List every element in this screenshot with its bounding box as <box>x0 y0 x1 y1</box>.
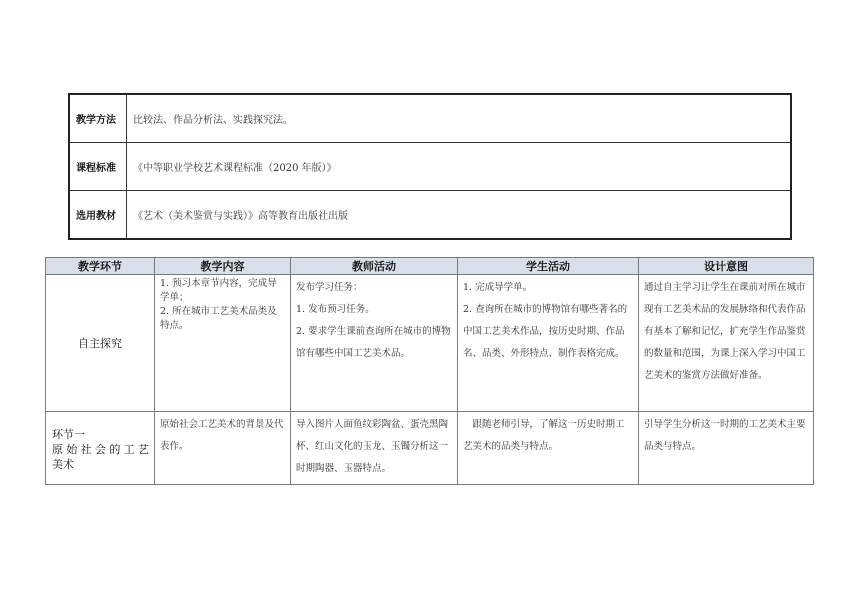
teacher-item: 发布学习任务： <box>296 282 363 293</box>
info-row-method <box>69 94 791 143</box>
header-student: 学生活动 <box>458 258 639 275</box>
info-label: 课程标准 <box>69 143 127 191</box>
student-item: 2. 查询所在城市的博物馆有哪些著名的中国工艺美术作品，按历史时期、作品名、品类、外形特点、制作表格完成。 <box>463 304 628 359</box>
info-label: 选用教材 <box>69 191 127 240</box>
content-item: 2. 所在城市工艺美术品类及特点。 <box>160 306 277 331</box>
student-cell <box>458 412 639 485</box>
teacher-item: 1. 发布预习任务。 <box>296 304 375 315</box>
content-cell <box>155 412 291 485</box>
intent-text: 引导学生分析这一时期的工艺美术主要品类与特点。 <box>644 419 806 452</box>
intent-cell <box>639 275 814 412</box>
teacher-text: 导入图片人面鱼纹彩陶盆、蛋壳黑陶杯、红山文化的玉龙、玉镯分析这一时期陶器、玉器特点。 <box>296 419 449 474</box>
content-text: 原始社会工艺美术的背景及代表作。 <box>160 419 284 452</box>
stage-line: 美术 <box>52 457 74 471</box>
info-label: 教学方法 <box>69 94 127 143</box>
stage-cell: 自主探究 <box>46 275 155 412</box>
stage-line: 环节一 <box>52 427 85 441</box>
header-intent: 设计意图 <box>639 258 814 275</box>
table-row <box>46 412 814 485</box>
student-text: 跟随老师引导，了解这一历史时期工艺美术的品类与特点。 <box>463 419 625 452</box>
info-row-standard <box>69 143 791 191</box>
header-stage: 教学环节 <box>46 258 155 275</box>
table-row <box>46 275 814 412</box>
student-item: 1. 完成导学单。 <box>463 282 533 293</box>
info-value: 比较法、作品分析法、实践探究法。 <box>127 94 792 143</box>
stage-line: 原始社会的工艺 <box>52 442 149 456</box>
header-content: 教学内容 <box>155 258 291 275</box>
info-value: 《艺术（美术鉴赏与实践）》高等教育出版社出版 <box>127 191 792 240</box>
teacher-cell <box>291 275 458 412</box>
table-header-row <box>46 258 814 275</box>
content-cell <box>155 275 291 412</box>
header-teacher: 教师活动 <box>291 258 458 275</box>
stage-cell <box>46 412 155 485</box>
lesson-plan-table <box>45 257 814 485</box>
teacher-cell <box>291 412 458 485</box>
course-info-table <box>68 93 792 240</box>
teacher-item: 2. 要求学生课前查询所在城市的博物馆有哪些中国工艺美术品。 <box>296 326 451 359</box>
info-value: 《中等职业学校艺术课程标准（2020 年版）》 <box>127 143 792 191</box>
content-item: 1. 预习本章节内容，完成导学单； <box>160 278 277 303</box>
intent-cell <box>639 412 814 485</box>
info-row-textbook <box>69 191 791 240</box>
student-cell <box>458 275 639 412</box>
intent-text: 通过自主学习让学生在课前对所在城市现有工艺美术品的发展脉络和代表作品有基本了解和记忆，扩充学生作品鉴赏的数量和范围，为课上深入学习中国工艺美术的鉴赏方法做好准备。 <box>644 282 806 381</box>
